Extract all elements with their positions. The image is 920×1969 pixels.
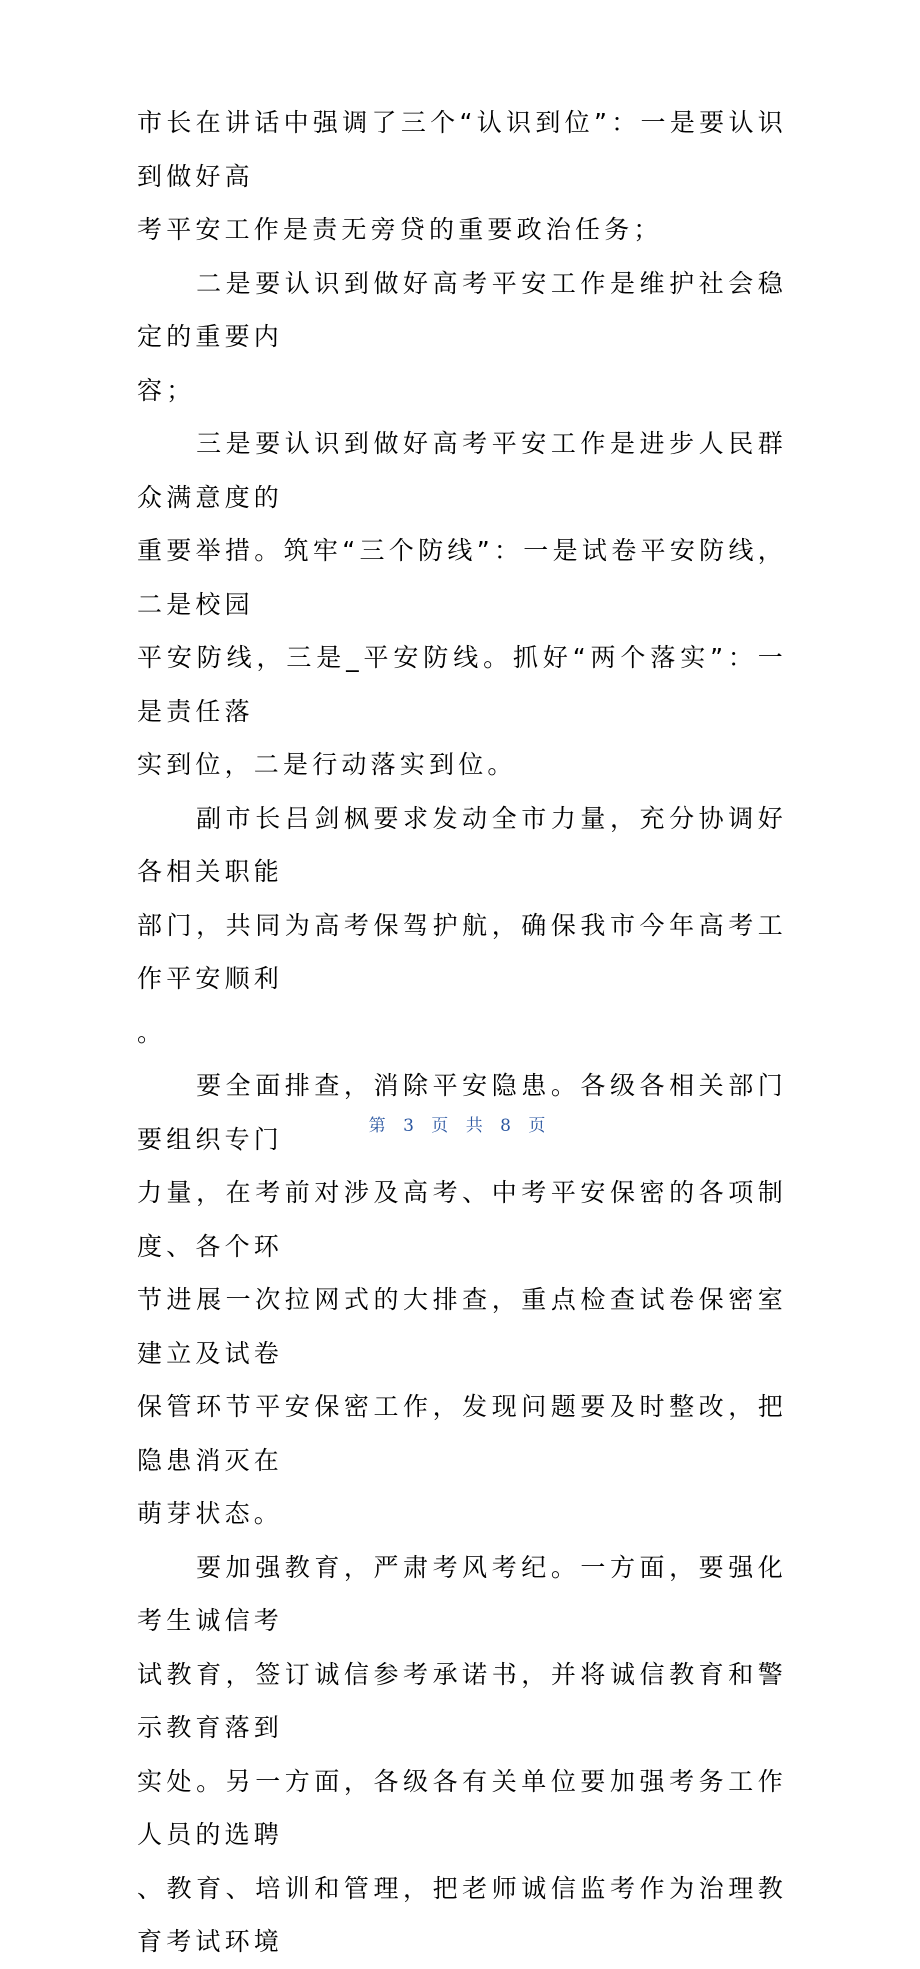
text-line: 、教育、培训和管理，把老师诚信监考作为治理教育考试环境 [137,1873,787,1956]
text-line: 萌芽状态。 [137,1499,284,1528]
text-line: 副市长吕剑枫要求发动全市力量，充分协调好各相关职能 [137,803,787,886]
text-line: 重要举措。筑牢“三个防线”：一是试卷平安防线，二是校园 [137,536,787,619]
text-line: 要全面排查，消除平安隐患。各级各相关部门要组织专门 [137,1071,787,1154]
document-body [137,96,787,1969]
text-line: 力量，在考前对涉及高考、中考平安保密的各项制度、各个环 [137,1178,787,1261]
page-number-footer: 第 3 页 共 8 页 [368,1116,552,1136]
text-line: 保管环节平安保密工作，发现问题要及时整改，把隐患消灭在 [137,1392,787,1475]
text-line: 容； [137,375,196,405]
text-line: 市长在讲话中强调了三个“认识到位”：一是要认识到做好高 [137,108,787,191]
text-line: 平安防线，三是_平安防线。抓好“两个落实”：一是责任落 [137,643,787,726]
text-line: 试教育，签订诚信参考承诺书，并将诚信教育和警示教育落到 [137,1659,787,1742]
text-line: 三是要认识到做好高考平安工作是进步人民群众满意度的 [137,429,787,512]
text-line: 考平安工作是责无旁贷的重要政治任务； [137,215,663,244]
text-line: 。 [137,1017,167,1047]
text-line: 实处。另一方面，各级各有关单位要加强考务工作人员的选聘 [137,1766,787,1849]
text-line: 要加强教育，严肃考风考纪。一方面，要强化考生诚信考 [137,1552,787,1635]
text-line: 节进展一次拉网式的大排查，重点检查试卷保密室建立及试卷 [137,1285,787,1368]
text-line: 实到位，二是行动落实到位。 [137,750,517,779]
text-line: 二是要认识到做好高考平安工作是维护社会稳定的重要内 [137,268,787,351]
text-line: 部门，共同为高考保驾护航，确保我市今年高考工作平安顺利 [137,910,787,993]
